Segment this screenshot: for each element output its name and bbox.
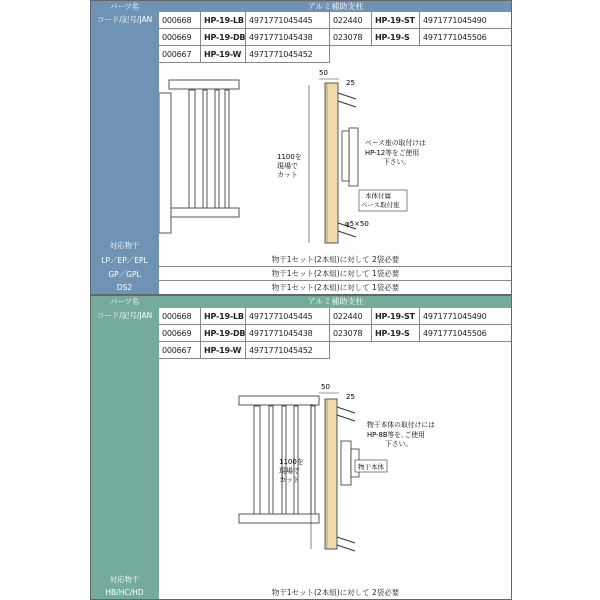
bottom-compat-table [159, 586, 512, 600]
dim-25: 25 [346, 79, 355, 87]
note-text: 下さい。 [383, 158, 411, 166]
model-cell: HP-19-ST [372, 308, 420, 325]
bottom-code-table [159, 308, 512, 359]
code-cell: 023078 [330, 325, 372, 342]
top-code-table [159, 12, 512, 63]
compat-row: 物干1セット(2本組)に対して 2袋必要 [159, 586, 512, 600]
table-row [159, 46, 512, 63]
model-cell: HP-19-S [372, 29, 420, 46]
code-label: コード/記号/JAN [96, 15, 153, 24]
code-cell: 022440 [330, 12, 372, 29]
parts-name-label: パーツ名 [90, 295, 159, 308]
height-text: 現場で [277, 162, 298, 170]
code-cell: 000668 [159, 12, 201, 29]
tag-text: 本体付属 [365, 192, 391, 200]
table-row [159, 308, 512, 325]
dim-50: 50 [319, 69, 328, 77]
jan-cell: 4971771045438 [246, 29, 330, 46]
part-title: アルミ補助支柱 [159, 295, 512, 308]
jan-cell: 4971771045452 [246, 342, 330, 359]
code-cell: 022440 [330, 308, 372, 325]
table-row [159, 29, 512, 46]
top-compat-names [90, 253, 159, 295]
bottom-figure [159, 359, 512, 586]
compat-name: GP／GPL [108, 270, 141, 279]
note-text: ベース座の取付けは [365, 139, 426, 147]
height-text: 1100を [277, 153, 302, 161]
model-cell: HP-19-LB [201, 12, 246, 29]
post-diagram-top [159, 63, 512, 253]
compat-label: 対応物干 [109, 241, 140, 250]
table-row [159, 325, 512, 342]
compat-name: LP／EP／EPL [101, 256, 148, 265]
parts-name-label: パーツ名 [90, 0, 159, 12]
height-text: 現場で [279, 467, 300, 475]
top-header-row [90, 0, 512, 12]
tag-text: ベース取付座 [361, 201, 400, 209]
jan-cell: 4971771045490 [420, 308, 512, 325]
height-text: カット [279, 476, 300, 484]
compat-name: HB/HC/HD [105, 588, 144, 597]
screw-label: φ5×50 [345, 220, 369, 228]
railing-drawing [159, 80, 239, 233]
height-text: 1100を [279, 458, 304, 466]
bottom-header-row [90, 295, 512, 308]
base-bracket [342, 128, 358, 186]
code-cell: 000667 [159, 46, 201, 63]
model-cell: HP-19-W [201, 46, 246, 63]
note-text: 下さい。 [385, 440, 413, 448]
compat-row: 物干1セット(2本組)に対して 2袋必要 [159, 253, 512, 267]
note-text: HP-8B等を､ご使用 [367, 431, 425, 439]
table-row [159, 342, 512, 359]
post-diagram-bottom [159, 359, 512, 586]
height-text: カット [277, 171, 298, 179]
code-cell: 000669 [159, 29, 201, 46]
model-cell: HP-19-DB [201, 325, 246, 342]
jan-cell: 4971771045445 [246, 12, 330, 29]
top-side-panel [90, 12, 159, 253]
compat-label: 対応物干 [109, 575, 140, 584]
code-cell: 000668 [159, 308, 201, 325]
part-title: アルミ補助支柱 [159, 0, 512, 12]
tag-text: 物干本体 [358, 463, 384, 471]
table-row [159, 12, 512, 29]
code-label: コード/記号/JAN [96, 311, 153, 320]
jan-cell: 4971771045490 [420, 12, 512, 29]
bottom-compat-names [90, 586, 159, 600]
note-text: 物干本体の取付けには [367, 421, 435, 429]
jan-cell: 4971771045445 [246, 308, 330, 325]
code-cell: 000667 [159, 342, 201, 359]
model-cell: HP-19-ST [372, 12, 420, 29]
code-cell: 023078 [330, 29, 372, 46]
dim-50: 50 [321, 383, 330, 391]
top-compat-table [159, 253, 512, 295]
model-cell: HP-19-DB [201, 29, 246, 46]
compat-row: 物干1セット(2本組)に対して 1袋必要 [159, 267, 512, 281]
jan-cell: 4971771045452 [246, 46, 330, 63]
jan-cell: 4971771045438 [246, 325, 330, 342]
compat-row: 物干1セット(2本組)に対して 1袋必要 [159, 281, 512, 295]
compat-name: DS2 [116, 283, 133, 292]
model-cell: HP-19-LB [201, 308, 246, 325]
note-text: HP-12等をご使用 [365, 149, 420, 157]
jan-cell: 4971771045506 [420, 29, 512, 46]
jan-cell: 4971771045506 [420, 325, 512, 342]
dim-25: 25 [346, 393, 355, 401]
model-cell: HP-19-S [372, 325, 420, 342]
top-figure [159, 63, 512, 253]
bottom-side-panel [90, 308, 159, 586]
code-cell: 000669 [159, 325, 201, 342]
model-cell: HP-19-W [201, 342, 246, 359]
